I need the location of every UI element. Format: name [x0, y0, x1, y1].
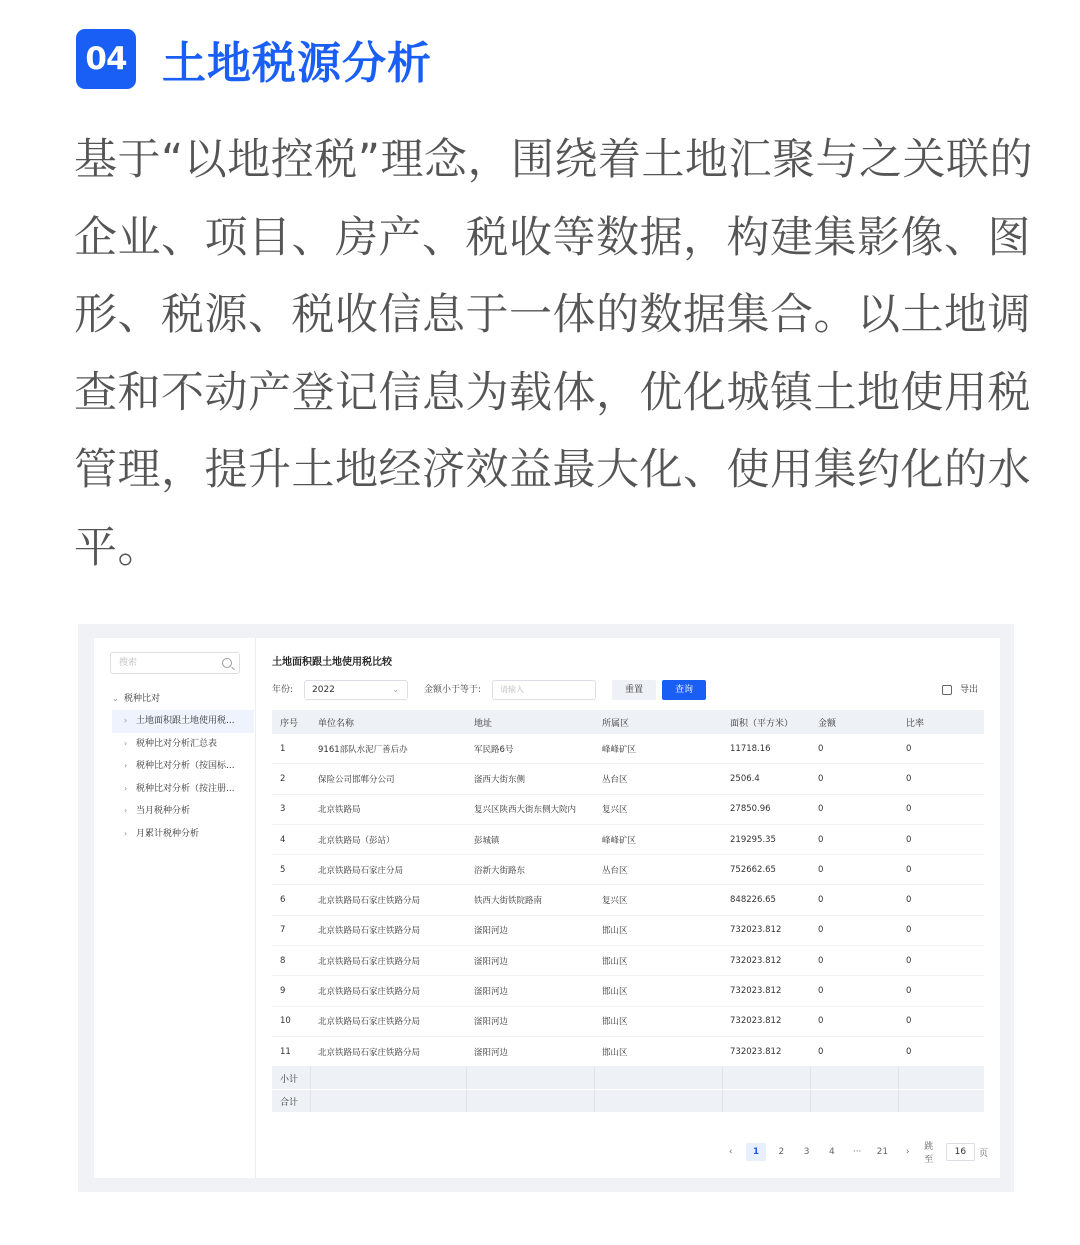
subtotal-cell — [898, 1067, 984, 1089]
table-cell: 复兴区 — [602, 805, 628, 816]
page-ellipsis[interactable]: ··· — [852, 1147, 862, 1157]
table-cell: 11 — [280, 1046, 291, 1057]
sidebar-item-cumulative[interactable] — [112, 823, 254, 846]
table-row[interactable] — [272, 885, 984, 915]
search-placeholder: 搜索 — [119, 658, 138, 668]
table-cell: 邯山区 — [602, 926, 628, 937]
table-cell: 滏阳河边 — [474, 1047, 509, 1058]
table-cell: 2506.4 — [730, 773, 760, 784]
table-cell: 11718.16 — [730, 743, 771, 754]
section-header — [76, 28, 432, 90]
table-row[interactable] — [272, 855, 984, 885]
table-cell: 峰峰矿区 — [602, 835, 637, 846]
jump-page-input[interactable]: 16 — [946, 1143, 975, 1161]
section-title: 土地税源分析 — [162, 38, 432, 89]
column-header[interactable]: 金额 — [818, 718, 837, 729]
table-cell: 0 — [818, 864, 824, 875]
total-cell — [810, 1090, 898, 1112]
table-row[interactable] — [272, 764, 984, 794]
table-cell: 732023.812 — [730, 986, 782, 997]
subtotal-label: 小计 — [280, 1074, 299, 1085]
table-cell: 0 — [906, 864, 912, 875]
page-button[interactable]: 3 — [803, 1147, 810, 1157]
subtotal-cell — [594, 1067, 722, 1089]
table-cell: 3 — [280, 804, 286, 815]
page-suffix: 页 — [979, 1148, 989, 1159]
table-row[interactable] — [272, 976, 984, 1006]
table-cell: 0 — [818, 773, 824, 784]
page-title: 土地面积跟土地使用税比较 — [272, 657, 392, 668]
table-cell: 2 — [280, 773, 286, 784]
table-cell: 9 — [280, 986, 286, 997]
amount-input[interactable] — [492, 680, 596, 700]
table-cell: 0 — [906, 1046, 912, 1057]
column-header[interactable]: 序号 — [280, 718, 299, 729]
table-cell: 北京铁路局石家庄铁路分局 — [318, 926, 421, 937]
export-label: 导出 — [959, 685, 978, 695]
column-header[interactable]: 面积（平方米） — [730, 718, 794, 729]
table-row[interactable] — [272, 946, 984, 976]
amount-label: 金额小于等于: — [424, 685, 482, 695]
year-select[interactable] — [304, 680, 408, 700]
year-select-value: 2022 — [312, 685, 335, 695]
chevron-right-icon: › — [124, 828, 128, 838]
table-cell: 北京铁路局 — [318, 805, 361, 816]
table-cell: 铁西大街铁院路南 — [474, 896, 543, 907]
table-cell: 848226.65 — [730, 895, 776, 906]
table-header-row — [272, 710, 984, 734]
table-cell: 浴新大街路东 — [474, 865, 526, 876]
table-cell: 1 — [280, 743, 286, 754]
table-cell: 5 — [280, 864, 286, 875]
chevron-right-icon: › — [124, 761, 128, 771]
table-row[interactable] — [272, 916, 984, 946]
table-cell: 732023.812 — [730, 925, 782, 936]
sidebar-tree — [112, 688, 254, 846]
table-cell: 复兴区 — [602, 896, 628, 907]
table-cell: 0 — [906, 804, 912, 815]
sidebar-item-label: 税种比对分析（按国标... — [136, 761, 235, 772]
table-cell: 丛台区 — [602, 865, 628, 876]
export-button[interactable] — [936, 680, 982, 700]
table-row[interactable] — [272, 734, 984, 764]
table-cell: 0 — [818, 895, 824, 906]
export-icon — [942, 685, 952, 695]
table-cell: 北京铁路局（彭站） — [318, 835, 395, 846]
query-button[interactable]: 查询 — [662, 680, 706, 700]
sidebar-item-label: 土地面积跟土地使用税... — [136, 716, 235, 726]
total-cell — [898, 1090, 984, 1112]
column-header[interactable]: 地址 — [474, 718, 493, 729]
column-header[interactable]: 所属区 — [602, 718, 630, 729]
table-cell: 10 — [280, 1016, 291, 1027]
total-cell — [594, 1090, 722, 1112]
table-row[interactable] — [272, 1007, 984, 1037]
year-label: 年份: — [272, 685, 294, 695]
table-cell: 滏阳河边 — [474, 987, 509, 998]
table-cell: 0 — [818, 925, 824, 936]
reset-button[interactable]: 重置 — [612, 680, 656, 700]
table-cell: 219295.35 — [730, 834, 776, 845]
sidebar-item-label: 税种比对分析（按注册... — [136, 783, 235, 794]
sidebar-item-monthly[interactable] — [112, 800, 254, 823]
table-cell: 0 — [906, 955, 912, 966]
table-cell: 0 — [818, 1016, 824, 1027]
table-cell: 0 — [906, 834, 912, 845]
column-header[interactable]: 单位名称 — [318, 718, 355, 729]
app-screenshot-frame — [78, 624, 1014, 1192]
subtotal-row — [272, 1067, 984, 1090]
table-cell: 滏阳河边 — [474, 926, 509, 937]
table-cell: 保险公司邯郸分公司 — [318, 774, 395, 785]
table-cell: 4 — [280, 834, 286, 845]
page-button-active[interactable]: 1 — [746, 1143, 765, 1161]
chevron-right-icon: › — [124, 716, 128, 725]
table-cell: 北京铁路局石家庄分局 — [318, 865, 404, 876]
sidebar-item-land-area-tax[interactable] — [112, 710, 254, 733]
total-cell — [466, 1090, 594, 1112]
table-cell: 复兴区陕西大街东侧大院内 — [474, 805, 577, 816]
table-cell: 732023.812 — [730, 1046, 782, 1057]
table-cell: 邯山区 — [602, 1017, 628, 1028]
total-row — [272, 1090, 984, 1113]
table-cell: 邯山区 — [602, 1047, 628, 1058]
total-cell — [310, 1090, 466, 1112]
tree-root-label: 税种比对 — [124, 694, 161, 704]
table-cell: 0 — [906, 773, 912, 784]
table-cell: 732023.812 — [730, 1016, 782, 1027]
total-label: 合计 — [280, 1097, 299, 1108]
table-cell: 0 — [906, 895, 912, 906]
sidebar-item-label: 税种比对分析汇总表 — [136, 738, 218, 749]
table-cell: 邯山区 — [602, 987, 628, 998]
subtotal-cell — [466, 1067, 594, 1089]
chevron-right-icon: › — [124, 783, 128, 793]
sidebar-item-by-national-standard[interactable] — [112, 755, 254, 778]
table-cell: 27850.96 — [730, 804, 771, 815]
table-cell: 6 — [280, 895, 286, 906]
data-table — [272, 710, 984, 1113]
page-button[interactable]: 4 — [829, 1147, 835, 1157]
chevron-down-icon: ⌄ — [112, 694, 119, 703]
column-header[interactable]: 比率 — [906, 718, 925, 729]
chevron-down-icon: ⌄ — [392, 685, 399, 694]
table-cell: 北京铁路局石家庄铁路分局 — [318, 956, 421, 967]
table-row[interactable] — [272, 825, 984, 855]
sidebar-item-label: 月累计税种分析 — [136, 828, 200, 839]
next-page-button[interactable]: › — [905, 1147, 910, 1157]
table-cell: 邯山区 — [602, 956, 628, 967]
table-cell: 0 — [818, 834, 824, 845]
table-cell: 丛台区 — [602, 774, 628, 785]
table-cell: 0 — [906, 986, 912, 997]
table-cell: 滏阳河边 — [474, 956, 509, 967]
table-cell: 0 — [818, 743, 824, 754]
intro-paragraph: 基于“以地控税”理念，围绕着土地汇聚与之关联的企业、项目、房产、税收等数据，构建集影像、图形、税源、税收信息于一体的数据集合。以土地调查和不动产登记信息为载体，优化城镇土地使用税管理，提升土地经济效益最大化、使用集约化的水平。 — [74, 135, 1034, 573]
table-cell: 军民路6号 — [474, 744, 514, 755]
subtotal-cell — [722, 1067, 810, 1089]
table-cell: 8 — [280, 955, 286, 966]
table-cell: 0 — [906, 743, 912, 754]
chevron-right-icon: › — [124, 806, 128, 816]
table-cell: 0 — [818, 804, 824, 815]
sidebar-item-label: 当月税种分析 — [136, 806, 191, 817]
pagination — [718, 1142, 989, 1165]
table-cell: 0 — [818, 955, 824, 966]
table-cell: 北京铁路局石家庄铁路分局 — [318, 1017, 421, 1028]
app-panel — [94, 638, 1000, 1178]
subtotal-cell — [810, 1067, 898, 1089]
chevron-right-icon: › — [124, 738, 128, 748]
search-icon[interactable] — [222, 658, 232, 668]
section-number-badge: 04 — [76, 29, 136, 89]
amount-input-placeholder: 请输入 — [500, 685, 524, 694]
tree-root-item[interactable] — [112, 688, 254, 710]
table-cell: 北京铁路局石家庄铁路分局 — [318, 987, 421, 998]
sidebar-item-summary[interactable] — [112, 733, 254, 756]
total-cell — [722, 1090, 810, 1112]
table-cell: 0 — [818, 986, 824, 997]
table-cell: 北京铁路局石家庄铁路分局 — [318, 896, 421, 907]
table-cell: 北京铁路局石家庄铁路分局 — [318, 1047, 421, 1058]
table-body — [272, 734, 984, 1067]
subtotal-cell — [310, 1067, 466, 1089]
table-cell: 7 — [280, 925, 286, 936]
table-cell: 9161部队水泥厂善后办 — [318, 744, 408, 755]
page-button[interactable]: 2 — [778, 1147, 785, 1157]
jump-label: 跳至 — [924, 1142, 934, 1165]
page-button[interactable]: 21 — [876, 1147, 889, 1157]
main-content — [272, 638, 988, 1178]
table-cell: 峰峰矿区 — [602, 744, 637, 755]
prev-page-button[interactable]: ‹ — [728, 1147, 733, 1157]
table-cell: 0 — [906, 925, 912, 936]
table-row[interactable] — [272, 795, 984, 825]
table-cell: 滏西大街东侧 — [474, 774, 526, 785]
table-cell: 0 — [818, 1046, 824, 1057]
sidebar-search-input[interactable] — [110, 652, 240, 674]
table-cell: 0 — [906, 1016, 912, 1027]
table-cell: 752662.65 — [730, 864, 776, 875]
sidebar-item-by-registration[interactable] — [112, 778, 254, 801]
table-cell: 彭城镇 — [474, 835, 500, 846]
table-cell: 732023.812 — [730, 955, 782, 966]
table-cell: 滏阳河边 — [474, 1017, 509, 1028]
table-row[interactable] — [272, 1037, 984, 1067]
sidebar — [94, 638, 256, 1178]
